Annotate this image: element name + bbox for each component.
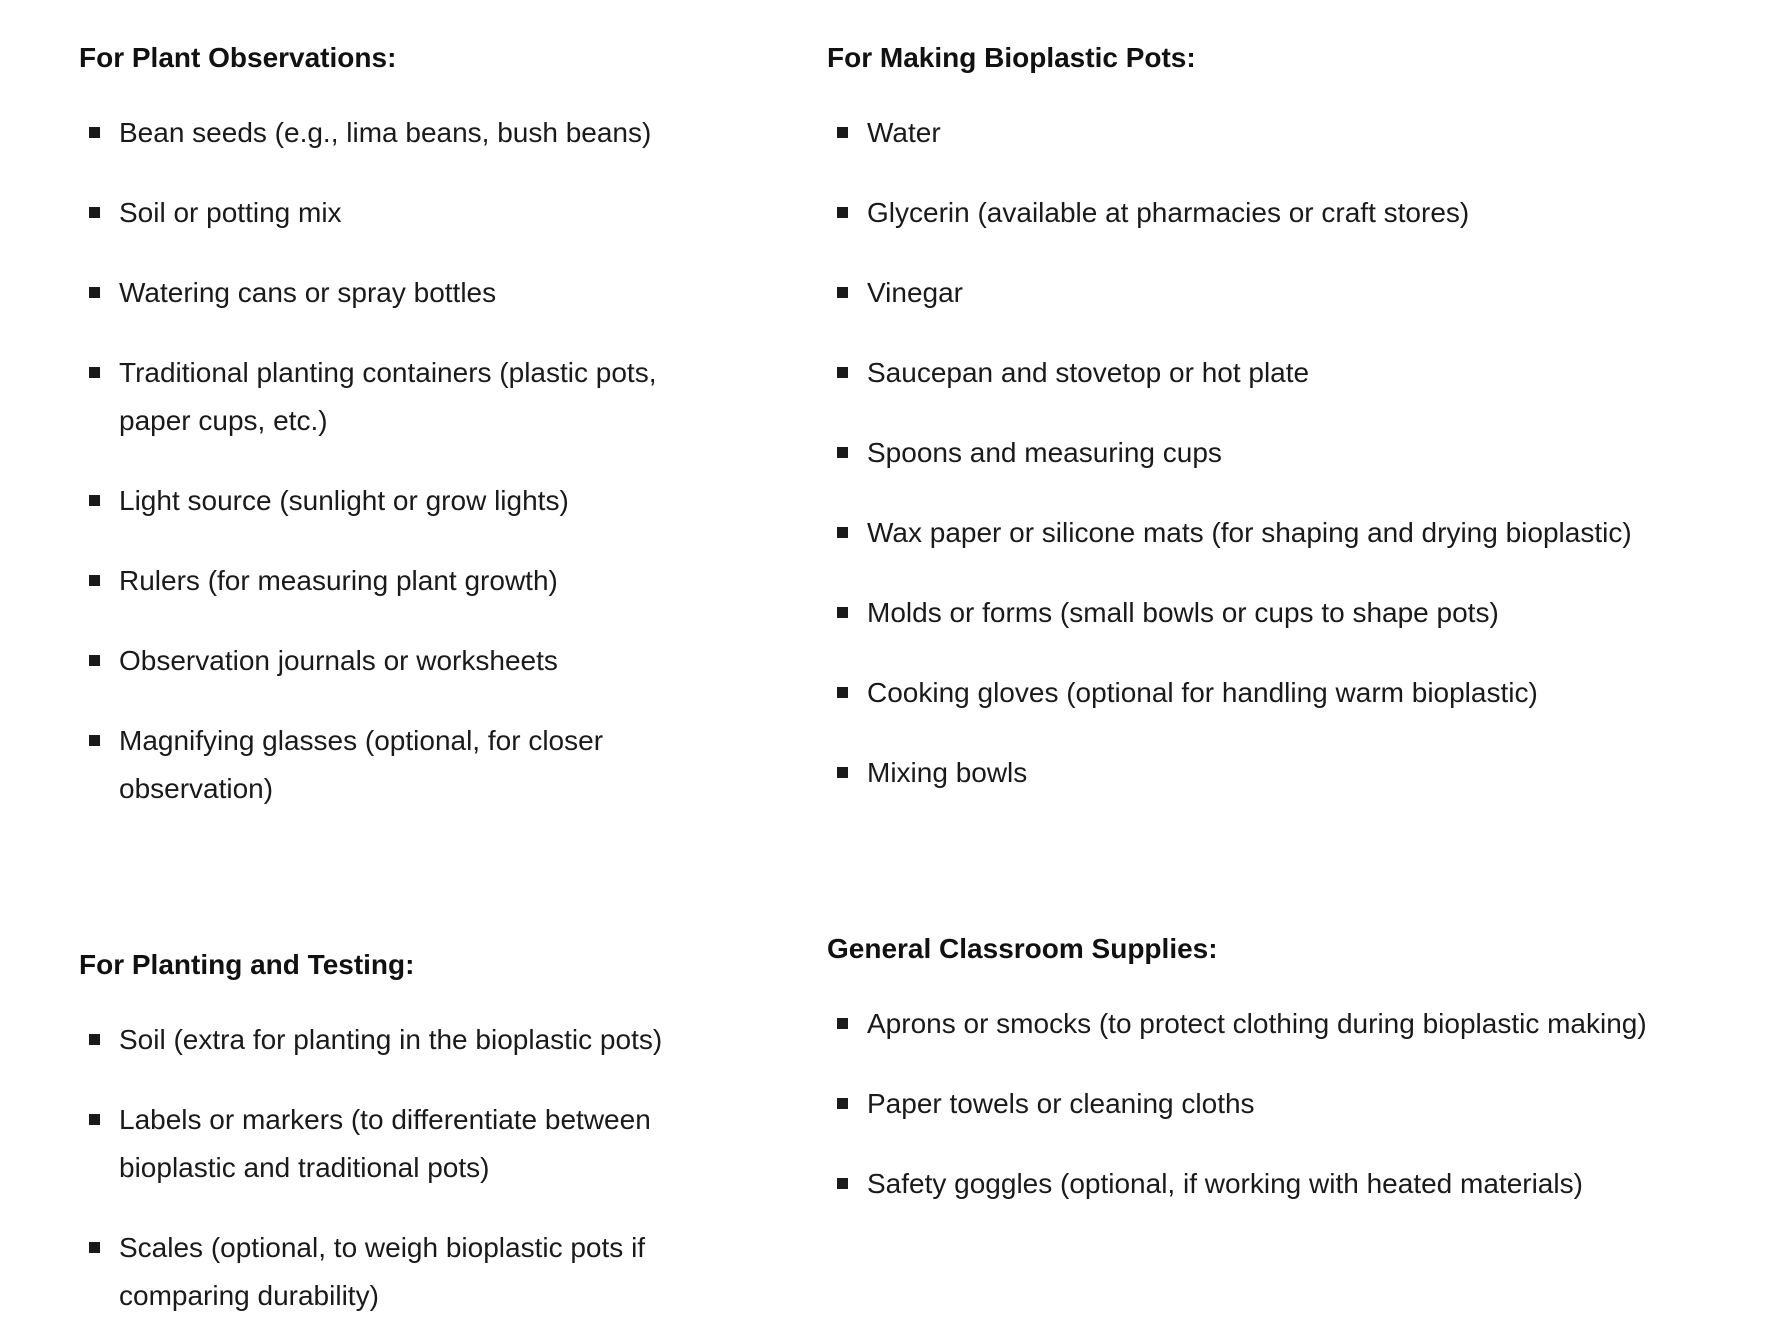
list-item: Water (827, 109, 1767, 157)
list-item: Glycerin (available at pharmacies or craft stores) (827, 189, 1767, 237)
list-item: Vinegar (827, 269, 1767, 317)
section-heading: For Plant Observations: (79, 42, 397, 73)
list-item: Magnifying glasses (optional, for closer observation) (79, 717, 719, 813)
planting-testing-section (79, 948, 719, 1320)
list-item: Saucepan and stovetop or hot plate (827, 349, 1767, 397)
list-item: Soil (extra for planting in the bioplastic pots) (79, 1016, 719, 1064)
list-item: Mixing bowls (827, 749, 1767, 797)
materials-list (827, 1000, 1767, 1208)
general-supplies-section (827, 932, 1767, 1208)
list-item: Aprons or smocks (to protect clothing during bioplastic making) (827, 1000, 1767, 1048)
list-item: Observation journals or worksheets (79, 637, 719, 685)
materials-list (79, 109, 719, 813)
section-heading: For Planting and Testing: (79, 949, 415, 980)
bioplastic-pots-section (827, 41, 1767, 797)
list-item: Labels or markers (to differentiate between bioplastic and traditional pots) (79, 1096, 719, 1192)
list-item: Safety goggles (optional, if working with heated materials) (827, 1160, 1767, 1208)
list-item: Paper towels or cleaning cloths (827, 1080, 1767, 1128)
section-heading: For Making Bioplastic Pots: (827, 42, 1196, 73)
plant-observations-section (79, 41, 719, 813)
materials-list (79, 1016, 719, 1320)
list-item: Bean seeds (e.g., lima beans, bush beans) (79, 109, 719, 157)
list-item: Rulers (for measuring plant growth) (79, 557, 719, 605)
materials-list (827, 109, 1767, 797)
list-item: Soil or potting mix (79, 189, 719, 237)
section-heading: General Classroom Supplies: (827, 933, 1218, 964)
list-item: Cooking gloves (optional for handling warm bioplastic) (827, 669, 1767, 717)
list-item: Scales (optional, to weigh bioplastic pots if comparing durability) (79, 1224, 719, 1320)
list-item: Spoons and measuring cups (827, 429, 1767, 477)
list-item: Wax paper or silicone mats (for shaping and drying bioplastic) (827, 509, 1767, 557)
list-item: Traditional planting containers (plastic pots, paper cups, etc.) (79, 349, 719, 445)
list-item: Molds or forms (small bowls or cups to shape pots) (827, 589, 1767, 637)
list-item: Watering cans or spray bottles (79, 269, 719, 317)
list-item: Light source (sunlight or grow lights) (79, 477, 719, 525)
